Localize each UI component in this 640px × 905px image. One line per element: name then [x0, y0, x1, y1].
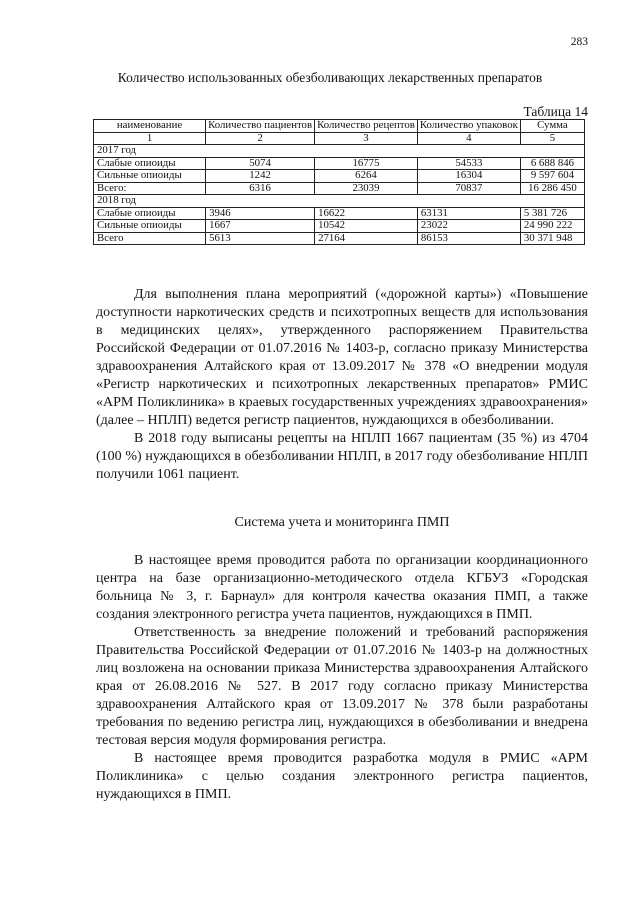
row-packages: 63131	[417, 207, 520, 220]
row-packages: 86153	[417, 232, 520, 245]
row-patients: 3946	[206, 207, 315, 220]
table-row	[94, 232, 585, 245]
table-row	[94, 182, 585, 195]
table-header-row	[94, 120, 585, 133]
year-row-2018	[94, 195, 585, 208]
row-sum: 6 688 846	[520, 157, 584, 170]
row-name: Слабые опиоиды	[94, 157, 206, 170]
year-label: 2017 год	[94, 145, 585, 158]
table-row	[94, 207, 585, 220]
row-packages: 54533	[417, 157, 520, 170]
row-patients: 1667	[206, 220, 315, 233]
row-name: Всего:	[94, 182, 206, 195]
body-text-block-1	[96, 286, 588, 484]
column-number: 2	[206, 132, 315, 145]
row-sum: 16 286 450	[520, 182, 584, 195]
row-patients: 5613	[206, 232, 315, 245]
row-sum: 5 381 726	[520, 207, 584, 220]
row-sum: 9 597 604	[520, 170, 584, 183]
header-sum: Сумма	[520, 120, 584, 133]
column-number: 5	[520, 132, 584, 145]
row-prescriptions: 6264	[315, 170, 418, 183]
row-packages: 70837	[417, 182, 520, 195]
column-number: 4	[417, 132, 520, 145]
header-name: наименование	[94, 120, 206, 133]
row-sum: 30 371 948	[520, 232, 584, 245]
row-prescriptions: 27164	[315, 232, 418, 245]
row-name: Сильные опиоиды	[94, 220, 206, 233]
year-label: 2018 год	[94, 195, 585, 208]
table-row	[94, 170, 585, 183]
row-patients: 1242	[206, 170, 315, 183]
row-packages: 23022	[417, 220, 520, 233]
table-row	[94, 157, 585, 170]
table-row	[94, 220, 585, 233]
row-prescriptions: 16622	[315, 207, 418, 220]
column-number: 1	[94, 132, 206, 145]
page-number: 283	[570, 36, 588, 48]
row-prescriptions: 10542	[315, 220, 418, 233]
row-patients: 5074	[206, 157, 315, 170]
row-prescriptions: 23039	[315, 182, 418, 195]
header-prescriptions: Количество рецептов	[315, 120, 418, 133]
row-name: Сильные опиоиды	[94, 170, 206, 183]
header-patients: Количество пациентов	[206, 120, 315, 133]
column-number-row	[94, 132, 585, 145]
row-packages: 16304	[417, 170, 520, 183]
row-patients: 6316	[206, 182, 315, 195]
section-heading: Система учета и мониторинга ПМП	[234, 515, 450, 530]
paragraph: В настоящее время проводится разработка модуля в РМИС «АРМ Поликлиника» с целью создания электронного регистра пациентов, нуждающихся в ПМП.	[96, 751, 588, 802]
row-name: Слабые опиоиды	[94, 207, 206, 220]
header-packages: Количество упаковок	[417, 120, 520, 133]
table-title: Количество использованных обезболивающих лекарственных препаратов	[117, 70, 543, 85]
paragraph: Для выполнения плана мероприятий («дорожной карты») «Повышение доступности наркотических средств и психотропных веществ для использования в медицинских целях», утвержденного распоряжением Правительства Российской Федерации от 01.07.2016 № 1403-р, согласно приказу Министерства здравоохранения Алтайского края от 13.09.2017 № 378 «О внедрении модуля «Регистр наркотических и психотропных лекарственных препаратов» РМИС «АРМ Поликлиника» в краевых государственных учреждениях здравоохранения» (далее – НПЛП) ведется регистр пациентов, нуждающихся в обезболивании.	[96, 287, 588, 428]
paragraph: В 2018 году выписаны рецепты на НПЛП 1667 пациентам (35 %) из 4704 (100 %) нуждающихся в обезболивании НПЛП, в 2017 году обезболивание НПЛП получили 1061 пациент.	[96, 431, 588, 482]
body-text-block-2	[96, 552, 588, 804]
row-sum: 24 990 222	[520, 220, 584, 233]
year-row-2017	[94, 145, 585, 158]
column-number: 3	[315, 132, 418, 145]
row-name: Всего	[94, 232, 206, 245]
table-caption: Таблица 14	[523, 104, 588, 119]
opioid-usage-table	[93, 119, 585, 245]
row-prescriptions: 16775	[315, 157, 418, 170]
paragraph: Ответственность за внедрение положений и требований распоряжения Правительства Российской Федерации от 01.07.2016 № 1403-р на должностных лиц возложена на основании приказа Министерства здравоохранения Алтайского края от 26.08.2016 № 527. В 2017 году согласно приказу Министерства здравоохранения Алтайского края от 13.09.2017 № 378 были разработаны требования по ведению регистра лиц, нуждающихся в обезболивании и внедрена тестовая версия модуля формирования регистра.	[96, 625, 588, 748]
paragraph: В настоящее время проводится работа по организации координационного центра на базе организационно-методического отдела КГБУЗ «Городская больница № 3, г. Барнаул» для контроля качества оказания ПМП, а также создания электронного регистра учета пациентов, нуждающихся в ПМП.	[96, 553, 588, 622]
